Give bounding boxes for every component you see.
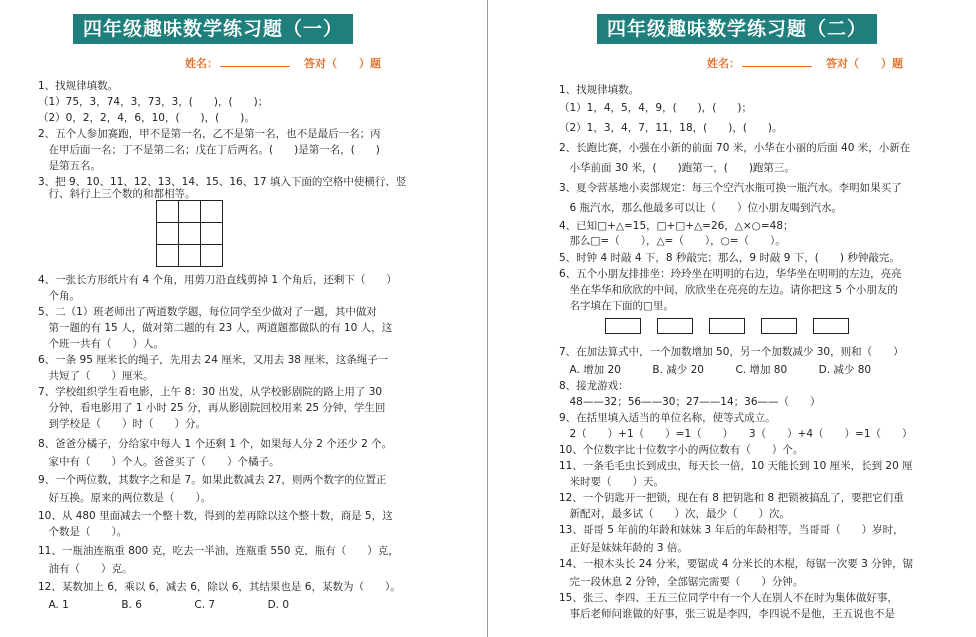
grid-cell xyxy=(179,223,201,245)
question-line: 10、个位数字比十位数字小的两位数有（ ）个。 xyxy=(559,444,804,456)
name-score-line xyxy=(185,55,381,71)
question-line: （2）1，3，4，7，11，18，( )，( )。 xyxy=(559,122,783,134)
question-line: 新配对，最多试（ ）次，最少（ ）次。 xyxy=(559,508,790,520)
question-line: 个数是（ ）。 xyxy=(38,526,128,538)
question-line: 9、一个两位数，其数字之和是 7。如果此数减去 27，则两个数字的位置正 xyxy=(38,474,387,486)
grid-cell xyxy=(179,245,201,267)
question-line: 坐在华华和欣欣的中间，欣欣坐在亮亮的左边。请你把这 5 个小朋友的 xyxy=(559,284,898,296)
question-line: 3、夏令营基地小卖部规定：每三个空汽水瓶可换一瓶汽水。李明如果买了 xyxy=(559,182,902,194)
question-line: 4、一张长方形纸片有 4 个角，用剪刀沿直线剪掉 1 个角后，还剩下（ ） xyxy=(38,274,397,286)
question-line: 正好是妹妹年龄的 3 倍。 xyxy=(559,542,688,554)
score-label: 答对（ ）题 xyxy=(304,57,381,70)
question-line: 共短了（ ）厘米。 xyxy=(38,370,154,382)
grid-cell xyxy=(157,201,179,223)
question-line: 完一段休息 2 分钟，全部锯完需要（ ）分钟。 xyxy=(559,576,804,588)
question-line: 油有（ ）克。 xyxy=(38,563,133,575)
question-line: 到学校是（ ）时（ ）分。 xyxy=(38,418,206,430)
question-line: 8、爸爸分橘子，分给家中每人 1 个还剩 1 个，如果每人分 2 个还少 2 个。 xyxy=(38,438,393,450)
question-line: 11、一瓶油连瓶重 800 克，吃去一半油，连瓶重 550 克，瓶有（ ）克， xyxy=(38,545,399,557)
question-line: 7、学校组织学生看电影，上午 8：30 出发，从学校影剧院的路上用了 30 xyxy=(38,386,383,398)
question-line: 12、某数加上 6，乘以 6，减去 6，除以 6，其结果也是 6，某数为（ ）。 xyxy=(38,581,401,593)
worksheet-page-1 xyxy=(0,0,487,637)
question-line: 2、长跑比赛，小强在小新的前面 70 米，小华在小丽的后面 40 米，小新在 xyxy=(559,142,911,154)
question-line: 在甲后面一名；丁不是第二名；戊在丁后两名。( )是第一名，( ) xyxy=(38,144,380,156)
question-line: （2）0，2，2，4，6，10，( )，( )。 xyxy=(38,112,255,124)
name-answer-boxes xyxy=(605,318,865,338)
page-divider xyxy=(487,0,488,637)
question-line: 个班一共有（ ）人。 xyxy=(38,338,164,350)
question-line: 3、把 9、10、11、12、13、14、15、16、17 填入下面的空格中使横行、竖 xyxy=(38,176,407,188)
question-line: 6、五个小朋友排排坐：玲玲坐在明明的右边，华华坐在明明的左边，亮亮 xyxy=(559,268,902,280)
worksheet-title: 四年级趣味数学练习题（二） xyxy=(597,14,877,44)
name-label: 姓名： xyxy=(707,57,740,70)
question-line: 名字填在下面的□里。 xyxy=(559,300,674,312)
question-line: 分钟，看电影用了 1 小时 25 分，再从影剧院回校用来 25 分钟，学生回 xyxy=(38,402,386,414)
question-line: 48——32；56——30；27——14；36——（ ） xyxy=(559,396,821,408)
answer-box[interactable] xyxy=(605,318,641,334)
question-line: 事后老师问谁做的好事，张三说是李四，李四说不是他，王五说也不是 xyxy=(559,608,895,620)
score-label: 答对（ ）题 xyxy=(826,57,903,70)
question-line: 7、在加法算式中，一个加数增加 50，另一个加数减少 30，则和（ ） xyxy=(559,346,904,358)
answer-options: A. 增加 20 B. 减少 20 C. 增加 80 D. 减少 80 xyxy=(559,364,872,376)
question-line: 11、一条毛毛虫长到成虫，每天长一倍，10 天能长到 10 厘米，长到 20 厘 xyxy=(559,460,913,472)
question-line: 好互换。原来的两位数是（ ）。 xyxy=(38,492,212,504)
grid-cell xyxy=(157,223,179,245)
question-line: 15、张三、李四、王五三位同学中有一个人在别人不在时为集体做好事， xyxy=(559,592,898,604)
question-line: 米时要（ ）天。 xyxy=(559,476,664,488)
question-line: 家中有（ ）个人。爸爸买了（ ）个橘子。 xyxy=(38,456,280,468)
name-blank xyxy=(742,56,812,67)
question-line: 第一题的有 15 人，做对第二题的有 23 人，两道题都做队的有 10 人，这 xyxy=(38,322,393,334)
question-line: 1、找规律填数。 xyxy=(38,80,119,92)
answer-box[interactable] xyxy=(657,318,693,334)
question-line: 2（ ）+1（ ）=1（ ） 3（ ）+4（ ）=1（ ） xyxy=(559,428,913,440)
question-line: 9、在括里填入适当的单位名称，使等式成立。 xyxy=(559,412,776,424)
grid-cell xyxy=(201,223,223,245)
question-line: 8、接龙游戏： xyxy=(559,380,629,392)
question-line: 个角。 xyxy=(38,290,80,302)
question-line: 小华前面 30 米，( )跑第一，( )跑第三。 xyxy=(559,162,795,174)
grid-cell xyxy=(201,245,223,267)
name-label: 姓名： xyxy=(185,57,218,70)
question-line: 行、斜行上三个数的和都相等。 xyxy=(38,188,196,200)
question-line: 13、哥哥 5 年前的年龄和妹妹 3 年后的年龄相等，当哥哥（ ）岁时， xyxy=(559,524,904,536)
name-score-line xyxy=(707,55,903,71)
question-line: （1）1，4，5，4，9，( )，( )； xyxy=(559,102,752,114)
question-line: （1）75，3，74，3，73，3，( )，( )； xyxy=(38,96,269,108)
question-line: 6、一条 95 厘米长的绳子，先用去 24 厘米，又用去 38 厘米，这条绳子一 xyxy=(38,354,389,366)
question-line: 那么□=（ ），△=（ ），○=（ ）。 xyxy=(559,235,786,247)
question-line: 4、已知□+△=15，□+□+△=26，△×○=48； xyxy=(559,220,794,232)
question-line: 10、从 480 里面减去一个整十数，得到的差再除以这个整十数，商是 5，这 xyxy=(38,510,393,522)
worksheet-page-2 xyxy=(489,0,976,637)
question-line: 是第五名。 xyxy=(38,160,101,172)
answer-box[interactable] xyxy=(813,318,849,334)
grid-cell xyxy=(157,245,179,267)
answer-box[interactable] xyxy=(761,318,797,334)
question-line: 14、一根木头长 24 分米，要锯成 4 分米长的木棍，每锯一次要 3 分钟，锯 xyxy=(559,558,914,570)
question-line: 12、一个钥匙开一把锁，现在有 8 把钥匙和 8 把锁被搞乱了，要把它们重 xyxy=(559,492,904,504)
question-line: 5、二（1）班老师出了两道数学题，每位同学至少做对了一题，其中做对 xyxy=(38,306,377,318)
question-line: 1、找规律填数。 xyxy=(559,84,640,96)
name-blank xyxy=(220,56,290,67)
question-line: 5、时钟 4 时敲 4 下，8 秒敲完；那么，9 时敲 9 下，( ) 秒钟敲完。 xyxy=(559,252,900,264)
answer-options: A. 1 B. 6 C. 7 D. 0 xyxy=(38,599,290,611)
worksheet-title: 四年级趣味数学练习题（一） xyxy=(73,14,353,44)
grid-cell xyxy=(201,201,223,223)
grid-cell xyxy=(179,201,201,223)
question-line: 6 瓶汽水，那么他最多可以让（ ）位小朋友喝到汽水。 xyxy=(559,202,843,214)
magic-square-grid xyxy=(156,200,223,267)
question-line: 2、五个人参加赛跑，甲不是第一名，乙不是第一名，也不是最后一名；丙 xyxy=(38,128,381,140)
answer-box[interactable] xyxy=(709,318,745,334)
